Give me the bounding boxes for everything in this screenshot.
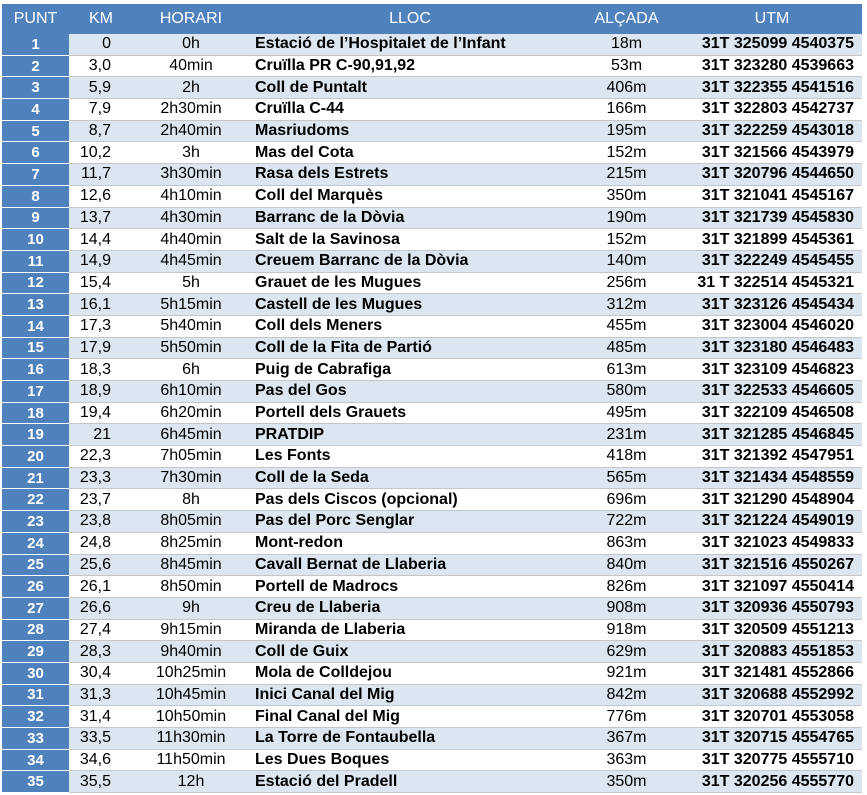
cell-horari: 11h30min [133, 728, 249, 750]
table-row [2, 489, 862, 511]
cell-lloc: Masriudoms [249, 120, 571, 142]
header-alcada: ALÇADA [571, 4, 682, 34]
cell-punt: 30 [2, 662, 69, 684]
cell-km: 14,4 [69, 229, 133, 251]
cell-km: 33,5 [69, 728, 133, 750]
cell-alcada: 418m [571, 446, 682, 468]
cell-alcada: 406m [571, 77, 682, 99]
cell-km: 22,3 [69, 446, 133, 468]
cell-punt: 35 [2, 771, 69, 793]
cell-alcada: 195m [571, 120, 682, 142]
table-row [2, 771, 862, 793]
cell-horari: 10h25min [133, 662, 249, 684]
cell-utm: 31T 321434 4548559 [682, 467, 862, 489]
header-row [2, 4, 862, 34]
cell-punt: 23 [2, 511, 69, 533]
cell-punt: 3 [2, 77, 69, 99]
cell-punt: 21 [2, 467, 69, 489]
cell-punt: 15 [2, 337, 69, 359]
cell-lloc: Creuem Barranc de la Dòvia [249, 250, 571, 272]
cell-utm: 31T 320701 4553058 [682, 706, 862, 728]
cell-km: 16,1 [69, 294, 133, 316]
cell-punt: 32 [2, 706, 69, 728]
cell-horari: 40min [133, 55, 249, 77]
table-row [2, 728, 862, 750]
cell-punt: 29 [2, 641, 69, 663]
cell-km: 34,6 [69, 749, 133, 771]
cell-utm: 31T 322249 4545455 [682, 250, 862, 272]
table-row [2, 164, 862, 186]
cell-km: 10,2 [69, 142, 133, 164]
cell-km: 18,9 [69, 381, 133, 403]
cell-lloc: Cruïlla PR C-90,91,92 [249, 55, 571, 77]
cell-punt: 4 [2, 99, 69, 121]
table-row [2, 662, 862, 684]
header-lloc: LLOC [249, 4, 571, 34]
cell-utm: 31T 321097 4550414 [682, 576, 862, 598]
cell-punt: 18 [2, 402, 69, 424]
cell-km: 35,5 [69, 771, 133, 793]
cell-punt: 26 [2, 576, 69, 598]
cell-alcada: 231m [571, 424, 682, 446]
cell-lloc: Creu de Llaberia [249, 597, 571, 619]
table-row [2, 684, 862, 706]
cell-utm: 31T 320796 4544650 [682, 164, 862, 186]
table-row [2, 576, 862, 598]
cell-utm: 31T 321023 4549833 [682, 532, 862, 554]
header-km: KM [69, 4, 133, 34]
table-row [2, 337, 862, 359]
cell-lloc: Coll del Marquès [249, 185, 571, 207]
cell-punt: 27 [2, 597, 69, 619]
table-row [2, 250, 862, 272]
cell-alcada: 776m [571, 706, 682, 728]
cell-alcada: 580m [571, 381, 682, 403]
cell-alcada: 190m [571, 207, 682, 229]
cell-km: 13,7 [69, 207, 133, 229]
cell-utm: 31T 325099 4540375 [682, 34, 862, 55]
cell-punt: 9 [2, 207, 69, 229]
cell-alcada: 696m [571, 489, 682, 511]
cell-alcada: 312m [571, 294, 682, 316]
cell-alcada: 918m [571, 619, 682, 641]
cell-km: 28,3 [69, 641, 133, 663]
cell-alcada: 565m [571, 467, 682, 489]
cell-alcada: 495m [571, 402, 682, 424]
cell-km: 23,8 [69, 511, 133, 533]
cell-horari: 7h05min [133, 446, 249, 468]
cell-horari: 4h10min [133, 185, 249, 207]
cell-lloc: Coll dels Meners [249, 315, 571, 337]
cell-horari: 2h30min [133, 99, 249, 121]
cell-utm: 31T 323109 4546823 [682, 359, 862, 381]
cell-alcada: 485m [571, 337, 682, 359]
cell-lloc: Inici Canal del Mig [249, 684, 571, 706]
cell-km: 19,4 [69, 402, 133, 424]
cell-punt: 25 [2, 554, 69, 576]
header-horari: HORARI [133, 4, 249, 34]
cell-lloc: Pas del Porc Senglar [249, 511, 571, 533]
cell-km: 31,4 [69, 706, 133, 728]
cell-utm: 31T 321285 4546845 [682, 424, 862, 446]
cell-lloc: Castell de les Mugues [249, 294, 571, 316]
cell-alcada: 166m [571, 99, 682, 121]
table-body [2, 34, 862, 793]
cell-utm: 31T 322259 4543018 [682, 120, 862, 142]
cell-utm: 31T 322109 4546508 [682, 402, 862, 424]
cell-horari: 4h40min [133, 229, 249, 251]
cell-km: 24,8 [69, 532, 133, 554]
cell-utm: 31T 320688 4552992 [682, 684, 862, 706]
cell-punt: 10 [2, 229, 69, 251]
cell-utm: 31T 323180 4546483 [682, 337, 862, 359]
cell-horari: 4h30min [133, 207, 249, 229]
cell-punt: 14 [2, 315, 69, 337]
cell-utm: 31T 320256 4555770 [682, 771, 862, 793]
table-row [2, 467, 862, 489]
cell-utm: 31T 323004 4546020 [682, 315, 862, 337]
table-row [2, 597, 862, 619]
cell-lloc: Pas del Gos [249, 381, 571, 403]
cell-lloc: Final Canal del Mig [249, 706, 571, 728]
cell-lloc: Estació de l’Hospitalet de l’Infant [249, 34, 571, 55]
table-row [2, 706, 862, 728]
cell-km: 17,9 [69, 337, 133, 359]
cell-punt: 34 [2, 749, 69, 771]
cell-lloc: Mont-redon [249, 532, 571, 554]
cell-lloc: Coll de Puntalt [249, 77, 571, 99]
table-row [2, 424, 862, 446]
cell-lloc: Estació del Pradell [249, 771, 571, 793]
cell-utm: 31T 322355 4541516 [682, 77, 862, 99]
cell-km: 23,3 [69, 467, 133, 489]
cell-alcada: 840m [571, 554, 682, 576]
cell-horari: 10h45min [133, 684, 249, 706]
table-row [2, 315, 862, 337]
cell-punt: 31 [2, 684, 69, 706]
cell-punt: 20 [2, 446, 69, 468]
cell-lloc: Cavall Bernat de Llaberia [249, 554, 571, 576]
route-table-container [2, 4, 862, 793]
cell-lloc: Les Dues Boques [249, 749, 571, 771]
cell-horari: 9h [133, 597, 249, 619]
cell-horari: 9h15min [133, 619, 249, 641]
cell-utm: 31T 322533 4546605 [682, 381, 862, 403]
cell-utm: 31T 321392 4547951 [682, 446, 862, 468]
cell-alcada: 863m [571, 532, 682, 554]
cell-horari: 3h30min [133, 164, 249, 186]
cell-punt: 19 [2, 424, 69, 446]
cell-utm: 31T 321899 4545361 [682, 229, 862, 251]
table-row [2, 55, 862, 77]
cell-horari: 5h15min [133, 294, 249, 316]
cell-utm: 31T 320883 4551853 [682, 641, 862, 663]
table-row [2, 402, 862, 424]
cell-utm: 31T 321224 4549019 [682, 511, 862, 533]
table-row [2, 185, 862, 207]
cell-lloc: Coll de la Seda [249, 467, 571, 489]
table-row [2, 511, 862, 533]
cell-horari: 0h [133, 34, 249, 55]
table-row [2, 142, 862, 164]
cell-km: 23,7 [69, 489, 133, 511]
table-row [2, 229, 862, 251]
cell-utm: 31T 321041 4545167 [682, 185, 862, 207]
cell-punt: 28 [2, 619, 69, 641]
cell-km: 15,4 [69, 272, 133, 294]
cell-lloc: Puig de Cabrafiga [249, 359, 571, 381]
cell-punt: 7 [2, 164, 69, 186]
cell-alcada: 152m [571, 229, 682, 251]
cell-km: 30,4 [69, 662, 133, 684]
cell-lloc: La Torre de Fontaubella [249, 728, 571, 750]
cell-alcada: 350m [571, 771, 682, 793]
cell-punt: 11 [2, 250, 69, 272]
cell-horari: 6h10min [133, 381, 249, 403]
cell-utm: 31T 320509 4551213 [682, 619, 862, 641]
cell-horari: 8h50min [133, 576, 249, 598]
cell-km: 21 [69, 424, 133, 446]
cell-utm: 31T 321739 4545830 [682, 207, 862, 229]
cell-alcada: 842m [571, 684, 682, 706]
cell-km: 14,9 [69, 250, 133, 272]
cell-km: 0 [69, 34, 133, 55]
cell-km: 5,9 [69, 77, 133, 99]
cell-horari: 10h50min [133, 706, 249, 728]
cell-horari: 12h [133, 771, 249, 793]
cell-utm: 31T 321516 4550267 [682, 554, 862, 576]
cell-alcada: 350m [571, 185, 682, 207]
cell-alcada: 363m [571, 749, 682, 771]
cell-utm: 31T 322803 4542737 [682, 99, 862, 121]
cell-punt: 17 [2, 381, 69, 403]
cell-km: 8,7 [69, 120, 133, 142]
cell-alcada: 921m [571, 662, 682, 684]
cell-utm: 31T 323280 4539663 [682, 55, 862, 77]
cell-lloc: Coll de la Fita de Partió [249, 337, 571, 359]
cell-alcada: 367m [571, 728, 682, 750]
cell-horari: 5h50min [133, 337, 249, 359]
table-row [2, 359, 862, 381]
cell-alcada: 722m [571, 511, 682, 533]
route-table [2, 4, 862, 793]
cell-punt: 6 [2, 142, 69, 164]
cell-punt: 8 [2, 185, 69, 207]
cell-horari: 6h20min [133, 402, 249, 424]
cell-horari: 8h05min [133, 511, 249, 533]
header-utm: UTM [682, 4, 862, 34]
cell-alcada: 613m [571, 359, 682, 381]
cell-horari: 8h45min [133, 554, 249, 576]
cell-km: 25,6 [69, 554, 133, 576]
table-row [2, 77, 862, 99]
cell-punt: 1 [2, 34, 69, 55]
table-row [2, 99, 862, 121]
cell-km: 12,6 [69, 185, 133, 207]
cell-alcada: 826m [571, 576, 682, 598]
cell-lloc: Mas del Cota [249, 142, 571, 164]
cell-alcada: 152m [571, 142, 682, 164]
table-row [2, 272, 862, 294]
cell-alcada: 908m [571, 597, 682, 619]
cell-punt: 5 [2, 120, 69, 142]
table-row [2, 207, 862, 229]
cell-km: 3,0 [69, 55, 133, 77]
cell-lloc: PRATDIP [249, 424, 571, 446]
cell-lloc: Salt de la Savinosa [249, 229, 571, 251]
cell-horari: 4h45min [133, 250, 249, 272]
table-row [2, 532, 862, 554]
cell-horari: 7h30min [133, 467, 249, 489]
cell-alcada: 53m [571, 55, 682, 77]
cell-km: 31,3 [69, 684, 133, 706]
cell-km: 27,4 [69, 619, 133, 641]
cell-km: 18,3 [69, 359, 133, 381]
cell-horari: 8h [133, 489, 249, 511]
cell-utm: 31T 323126 4545434 [682, 294, 862, 316]
cell-km: 7,9 [69, 99, 133, 121]
table-row [2, 554, 862, 576]
cell-lloc: Cruïlla C-44 [249, 99, 571, 121]
cell-km: 26,1 [69, 576, 133, 598]
cell-lloc: Coll de Guix [249, 641, 571, 663]
cell-punt: 33 [2, 728, 69, 750]
table-row [2, 294, 862, 316]
cell-punt: 12 [2, 272, 69, 294]
header-punt: PUNT [2, 4, 69, 34]
cell-horari: 6h45min [133, 424, 249, 446]
cell-horari: 9h40min [133, 641, 249, 663]
cell-utm: 31T 320936 4550793 [682, 597, 862, 619]
cell-lloc: Les Fonts [249, 446, 571, 468]
cell-km: 26,6 [69, 597, 133, 619]
cell-alcada: 455m [571, 315, 682, 337]
cell-lloc: Mola de Colldejou [249, 662, 571, 684]
table-row [2, 381, 862, 403]
cell-alcada: 18m [571, 34, 682, 55]
cell-horari: 5h [133, 272, 249, 294]
cell-km: 11,7 [69, 164, 133, 186]
cell-alcada: 629m [571, 641, 682, 663]
table-row [2, 120, 862, 142]
cell-utm: 31T 321290 4548904 [682, 489, 862, 511]
cell-horari: 5h40min [133, 315, 249, 337]
cell-lloc: Pas dels Ciscos (opcional) [249, 489, 571, 511]
cell-punt: 24 [2, 532, 69, 554]
cell-lloc: Rasa dels Estrets [249, 164, 571, 186]
cell-utm: 31T 320775 4555710 [682, 749, 862, 771]
cell-utm: 31 T 322514 4545321 [682, 272, 862, 294]
table-row [2, 749, 862, 771]
cell-horari: 11h50min [133, 749, 249, 771]
table-header [2, 4, 862, 34]
cell-horari: 3h [133, 142, 249, 164]
table-row [2, 34, 862, 55]
cell-punt: 2 [2, 55, 69, 77]
cell-lloc: Miranda de Llaberia [249, 619, 571, 641]
cell-lloc: Grauet de les Mugues [249, 272, 571, 294]
cell-utm: 31T 321481 4552866 [682, 662, 862, 684]
cell-lloc: Barranc de la Dòvia [249, 207, 571, 229]
cell-utm: 31T 320715 4554765 [682, 728, 862, 750]
cell-lloc: Portell dels Grauets [249, 402, 571, 424]
cell-utm: 31T 321566 4543979 [682, 142, 862, 164]
table-row [2, 446, 862, 468]
cell-punt: 16 [2, 359, 69, 381]
cell-horari: 6h [133, 359, 249, 381]
cell-lloc: Portell de Madrocs [249, 576, 571, 598]
table-row [2, 619, 862, 641]
cell-km: 17,3 [69, 315, 133, 337]
cell-alcada: 140m [571, 250, 682, 272]
cell-horari: 2h40min [133, 120, 249, 142]
cell-horari: 2h [133, 77, 249, 99]
cell-alcada: 215m [571, 164, 682, 186]
cell-alcada: 256m [571, 272, 682, 294]
cell-horari: 8h25min [133, 532, 249, 554]
cell-punt: 13 [2, 294, 69, 316]
table-row [2, 641, 862, 663]
cell-punt: 22 [2, 489, 69, 511]
